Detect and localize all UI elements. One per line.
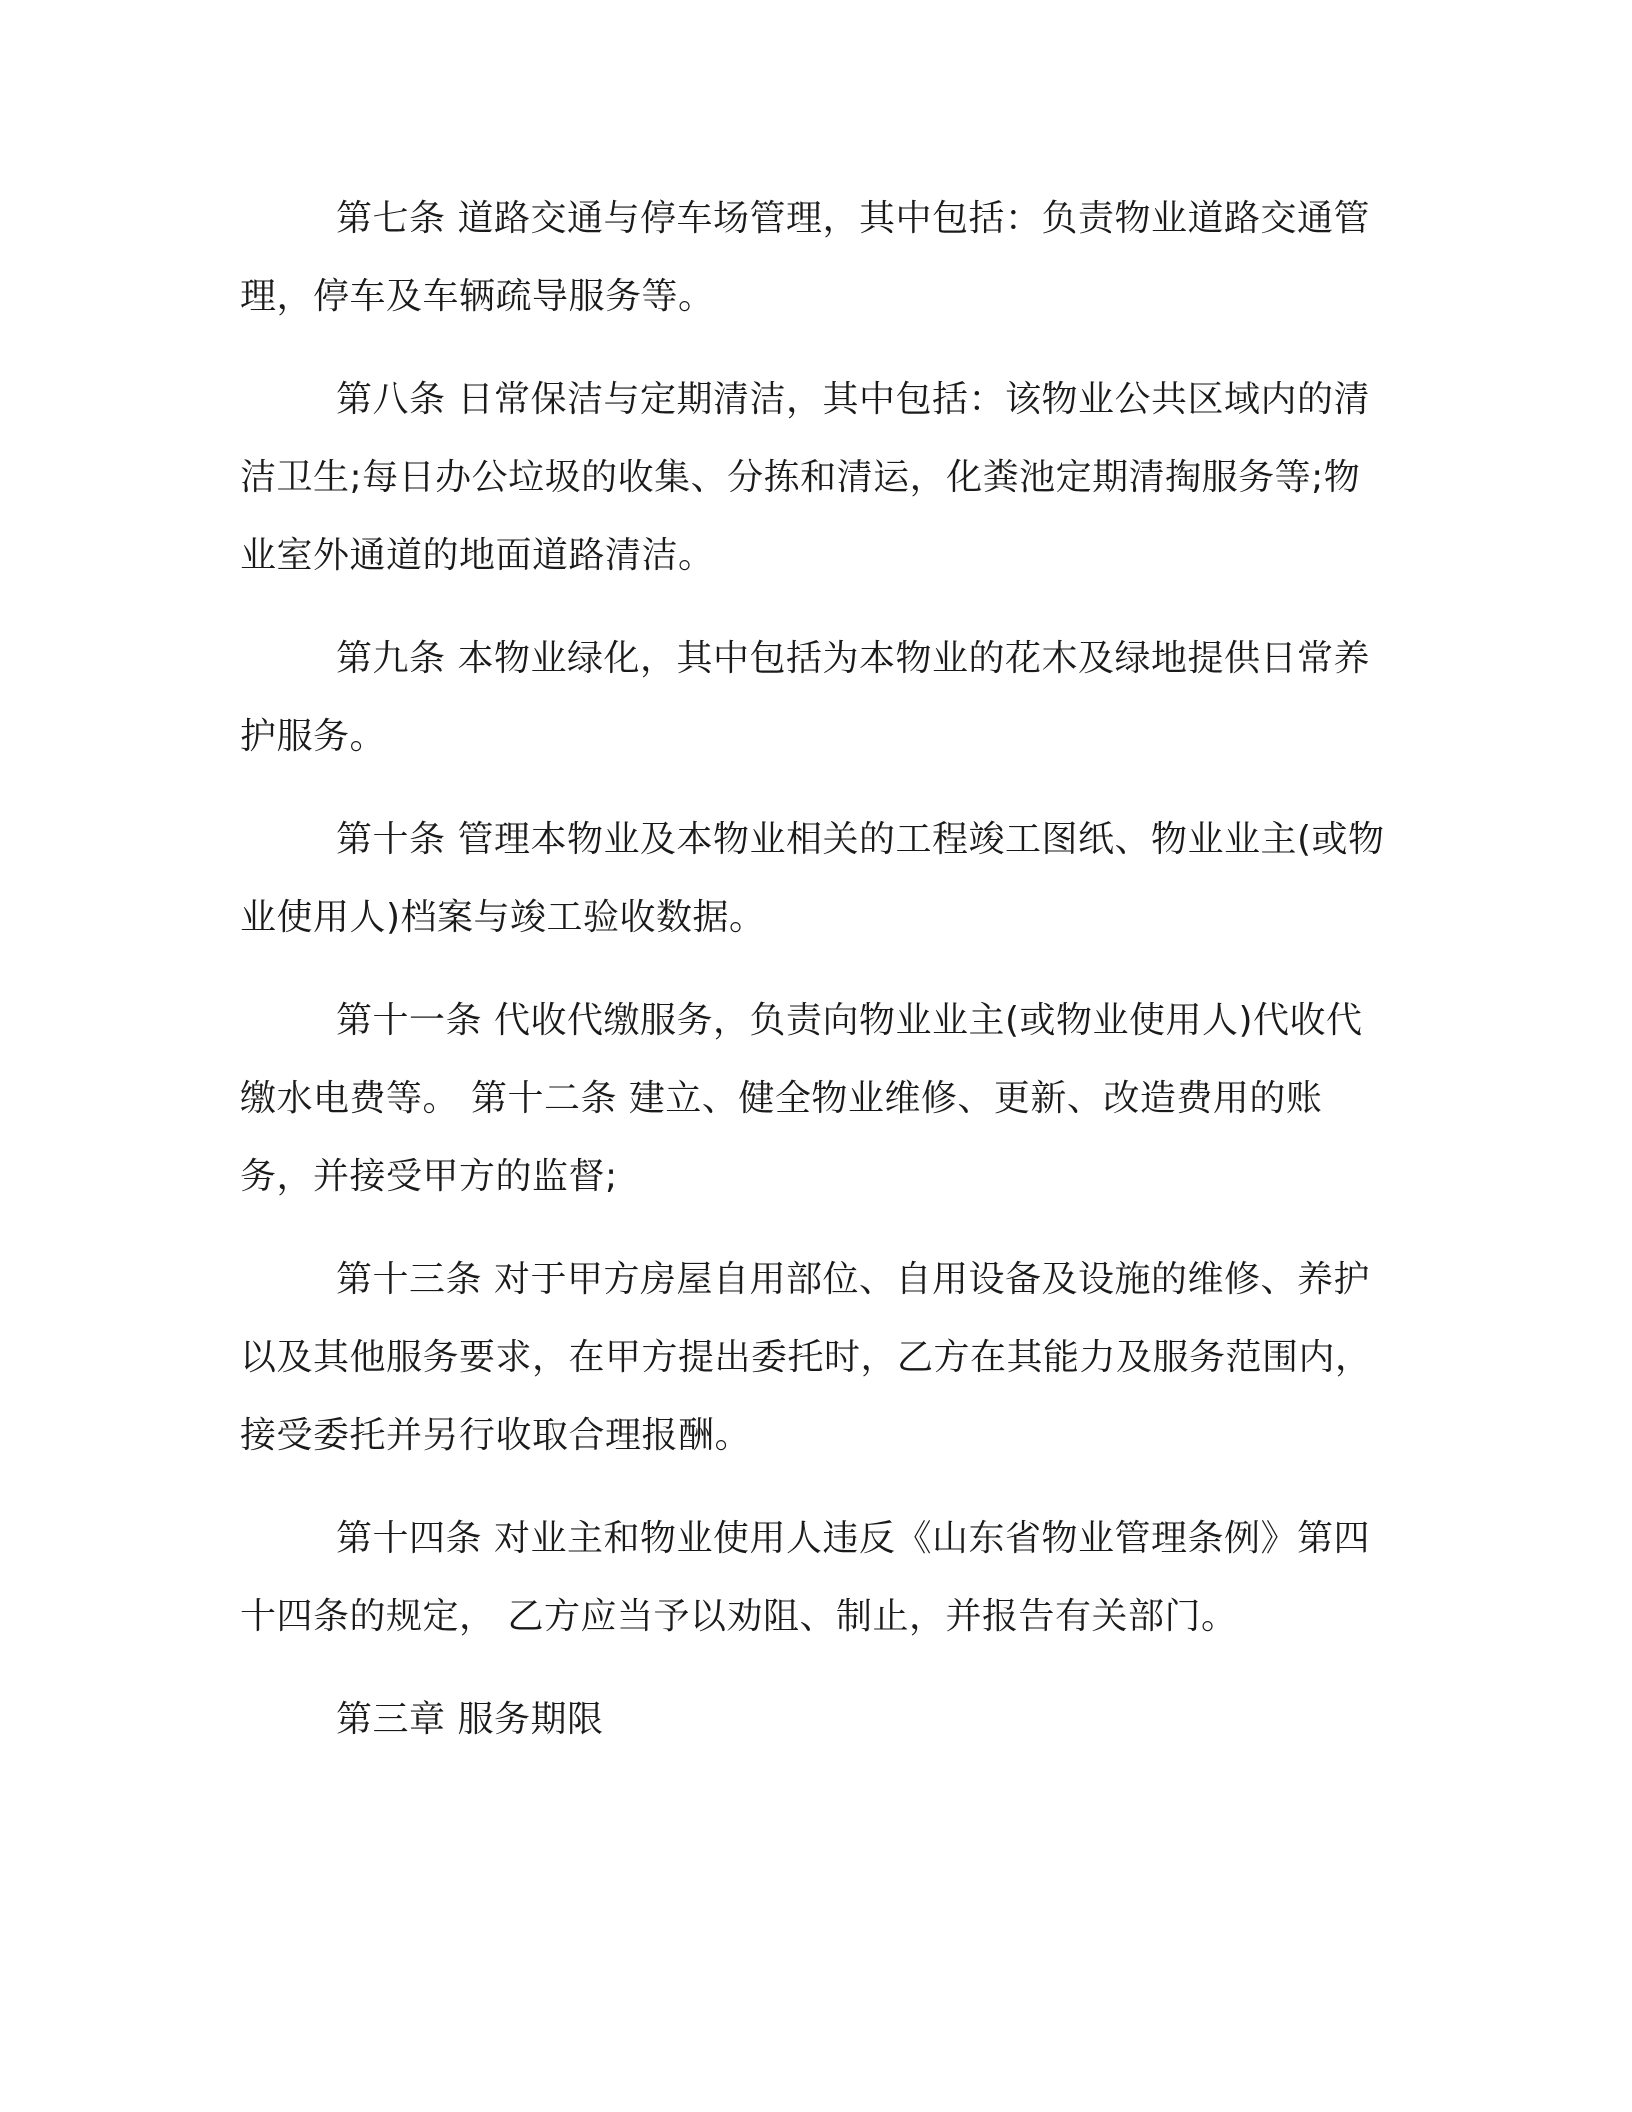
document-body [240, 180, 1390, 1784]
article-9-paragraph: 第九条 本物业绿化，其中包括为本物业的花木及绿地提供日常养护服务。 [240, 638, 1370, 757]
article-11-12-paragraph: 第十一条 代收代缴服务，负责向物业业主(或物业使用人)代收代缴水电费等。 第十二条 建立、健全物业维修、更新、改造费用的账务，并接受甲方的监督; [240, 1000, 1363, 1197]
article-14-paragraph: 第十四条 对业主和物业使用人违反《山东省物业管理条例》第四十四条的规定， 乙方应当予以劝阻、制止，并报告有关部门。 [240, 1518, 1370, 1637]
article-10-paragraph: 第十条 管理本物业及本物业相关的工程竣工图纸、物业业主(或物业使用人)档案与竣工验收数据。 [240, 819, 1385, 938]
article-13-paragraph: 第十三条 对于甲方房屋自用部位、自用设备及设施的维修、养护以及其他服务要求，在甲方提出委托时，乙方在其能力及服务范围内，接受委托并另行收取合理报酬。 [240, 1259, 1372, 1456]
chapter-3-heading: 第三章 服务期限 [336, 1699, 604, 1740]
article-8-paragraph: 第八条 日常保洁与定期清洁，其中包括：该物业公共区域内的清洁卫生;每日办公垃圾的收集、分拣和清运，化粪池定期清掏服务等;物业室外通道的地面道路清洁。 [240, 379, 1370, 576]
article-7-paragraph: 第七条 道路交通与停车场管理，其中包括：负责物业道路交通管理，停车及车辆疏导服务等。 [240, 198, 1370, 317]
